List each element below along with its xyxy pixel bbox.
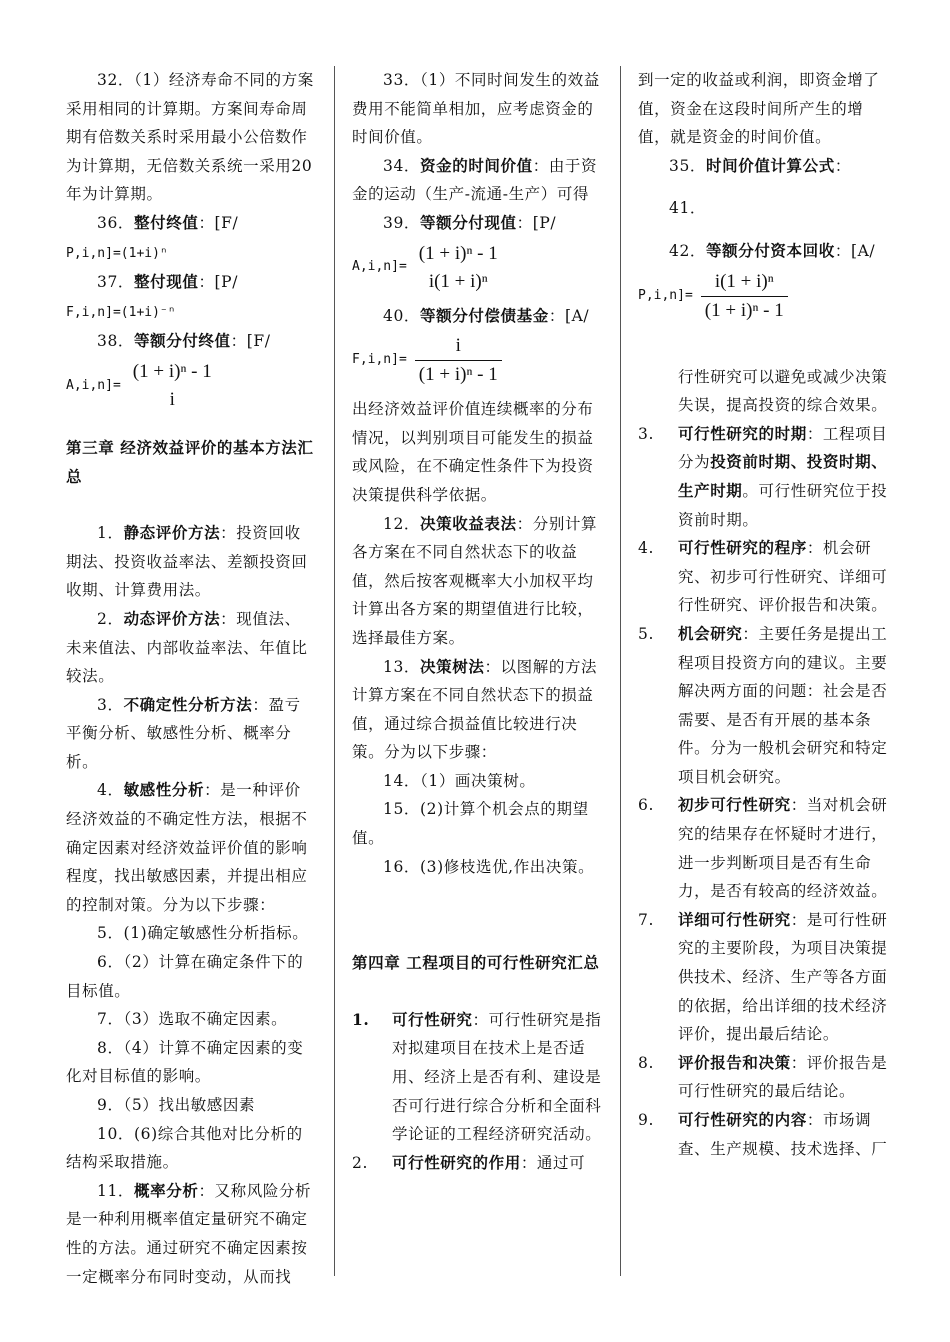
item-37: 37．整付现值：[P/: [97, 272, 239, 292]
item-8: 8．（4）计算不确定因素的变化对目标值的影响。: [66, 1038, 304, 1086]
item-42: 42．等额分付资本回收：[A/: [669, 240, 876, 260]
item-39: 39．等额分付现值：[P/: [383, 212, 557, 232]
list-item-4: 4. 可行性研究的程序：机会研究、初步可行性研究、详细可行性研究、评价报告和决策。: [638, 538, 888, 615]
term-bold: 等额分付终值: [134, 331, 231, 351]
item-16: 16．(3)修枝选优,作出决策。: [383, 857, 595, 876]
item-13: 13．决策树法：以图解的方法计算方案在不同自然状态下的损益值，通过综合损益值比较进行决策。分为以下步骤：: [352, 656, 598, 762]
item-3: 3．不确定性分析方法：盈亏平衡分析、敏感性分析、概率分析。: [66, 694, 301, 771]
list-item-1: 1. 可行性研究：可行性研究是指对拟建项目在技术上是否适用、经济上是否有利、建设是否可行进行综合分析和全面科学论证的工程经济研究活动。: [352, 1009, 602, 1144]
paragraph-32: 32．（1）经济寿命不同的方案采用相同的计算期。方案间寿命周期有倍数关系时采用最小公倍数作为计算期，无倍数关系统一采用20年为计算期。: [66, 71, 314, 204]
column-divider-left: [334, 66, 335, 1276]
formula-39: A,i,n]= (1 + i)ⁿ - 1 i(1 + i)ⁿ: [352, 240, 602, 296]
fraction-numerator: (1 + i)ⁿ - 1: [132, 360, 212, 382]
formula-37: F,i,n]=(1+i)⁻ⁿ: [66, 304, 176, 320]
fraction-denominator: (1 + i)ⁿ - 1: [415, 360, 502, 389]
column-divider-right: [620, 66, 621, 1276]
item-7: 7．（3）选取不确定因素。: [97, 1010, 288, 1029]
formula-38: A,i,n]= (1 + i)ⁿ - 1 i: [66, 358, 316, 414]
item-40: 40．等额分付偿债基金：[A/: [383, 305, 590, 325]
item-2: 2．动态评价方法：现值法、未来值法、内部收益率法、年值比较法。: [66, 608, 308, 686]
item-12: 12．决策收益表法：分别计算各方案在不同自然状态下的收益值，然后按客观概率大小加权平均计算出各方案的期望值进行比较，选择最佳方案。: [352, 513, 598, 647]
item-1: 1．静态评价方法：投资回收期法、投资收益率法、差额投资回收期、计算费用法。: [66, 523, 308, 600]
formula-36: P,i,n]=(1+i)ⁿ: [66, 245, 168, 261]
list-item-9: 9. 可行性研究的内容：市场调查、生产规模、技术选择、厂: [638, 1110, 888, 1158]
term-bold: 整付现值: [134, 272, 199, 292]
fraction: [415, 332, 502, 389]
item-4: 4．敏感性分析：是一种评价经济效益的不确定性方法，根据不确定因素对经济效益评价值的影响程度，找出敏感因素，并提出相应的控制对策。分为以下步骤：: [66, 780, 308, 914]
item-36: 36．整付终值：[F/: [97, 212, 239, 232]
fraction-denominator: i(1 + i)ⁿ: [428, 270, 488, 292]
column-3: [638, 66, 888, 1163]
paragraph-33: 33．（1）不同时间发生的效益费用不能简单相加，应考虑资金的时间价值。: [352, 71, 600, 147]
fraction-numerator: i: [455, 335, 461, 357]
fraction-denominator: i: [169, 388, 175, 410]
list-item-5: 5. 机会研究：主要任务是提出工程项目投资方向的建议。主要解决两方面的问题：社会是否需要、是否有开展的基本条件。分为一般机会研究和特定项目机会研究。: [638, 623, 888, 786]
item-38: 38．等额分付终值：[F/: [97, 331, 271, 351]
term-bold: 整付终值: [134, 212, 199, 232]
list-item-2: 2. 可行性研究的作用：通过可: [352, 1152, 586, 1172]
formula-42: P,i,n]= $\frac{\text{i(1 + i)ⁿ}}{\text{(1 + i)ⁿ - 1}}$: [638, 268, 888, 325]
item-34: 34．资金的时间价值：由于资金的运动（生产-流通-生产）可得: [352, 155, 598, 204]
fraction-numerator: (1 + i)ⁿ - 1: [418, 242, 498, 264]
item-9: 9．（5）找出敏感因素: [97, 1096, 256, 1114]
column-2: [352, 66, 602, 1177]
list-item-7: 7. 详细可行性研究：是可行性研究的主要阶段，为项目决策提供技术、经济、生产等各方面的依据，给出详细的技术经济评价，提出最后结论。: [638, 909, 888, 1044]
item-5: 5．(1)确定敏感性分析指标。: [97, 924, 309, 943]
list-item-8: 8. 评价报告和决策：评价报告是可行性研究的最后结论。: [638, 1052, 888, 1101]
item-14: 14．（1）画决策树。: [383, 771, 536, 790]
list-item-6: 6. 初步可行性研究：当对机会研究的结果存在怀疑时才进行，进一步判断项目是否有生命力，是否有较高的经济效益。: [638, 795, 888, 901]
item-6: 6．（2）计算在确定条件下的目标值。: [66, 953, 304, 1000]
item-15: 15．(2)计算个机会点的期望值。: [352, 800, 589, 848]
chapter-3-heading: 第三章 经济效益评价的基本方法汇总: [66, 437, 314, 486]
item-35: 35．时间价值计算公式：: [669, 155, 851, 175]
paragraph-34-continued: 到一定的收益或利润，即资金增了值，资金在这段时间所产生的增值，就是资金的时间价值。: [638, 71, 880, 147]
fraction: [701, 268, 788, 325]
chapter-4-heading: 第四章 工程项目的可行性研究汇总: [352, 953, 600, 973]
paragraph-11-continued: 出经济效益评价值连续概率的分布情况，以判别项目可能发生的损益或风险，在不确定性条件下为投资决策提供科学依据。: [352, 400, 594, 504]
list-item-3: 3. 可行性研究的时期：工程项目分为投资前时期、投资时期、生产时期。可行性研究位于投资前时期。: [638, 423, 888, 529]
column-1: [66, 66, 316, 1291]
item-11: 11．概率分析：又称风险分析是一种利用概率值定量研究不确定性的方法。通过研究不确定因素按一定概率分布同时变动，从而找: [66, 1180, 312, 1286]
item-10: 10．(6)综合其他对比分析的结构采取措施。: [66, 1124, 303, 1172]
fraction: [415, 240, 502, 296]
fraction-numerator: i(1 + i)ⁿ: [714, 270, 774, 292]
fraction-denominator: (1 + i)ⁿ - 1: [701, 296, 788, 325]
formula-40: F,i,n]= $\frac{i}{\text{(1 + i)ⁿ - 1}}$: [352, 332, 602, 389]
list-item-2-continued: 行性研究可以避免或减少决策失误，提高投资的综合效果。: [678, 367, 888, 415]
item-41: 41．: [669, 199, 707, 218]
fraction: [129, 358, 216, 414]
